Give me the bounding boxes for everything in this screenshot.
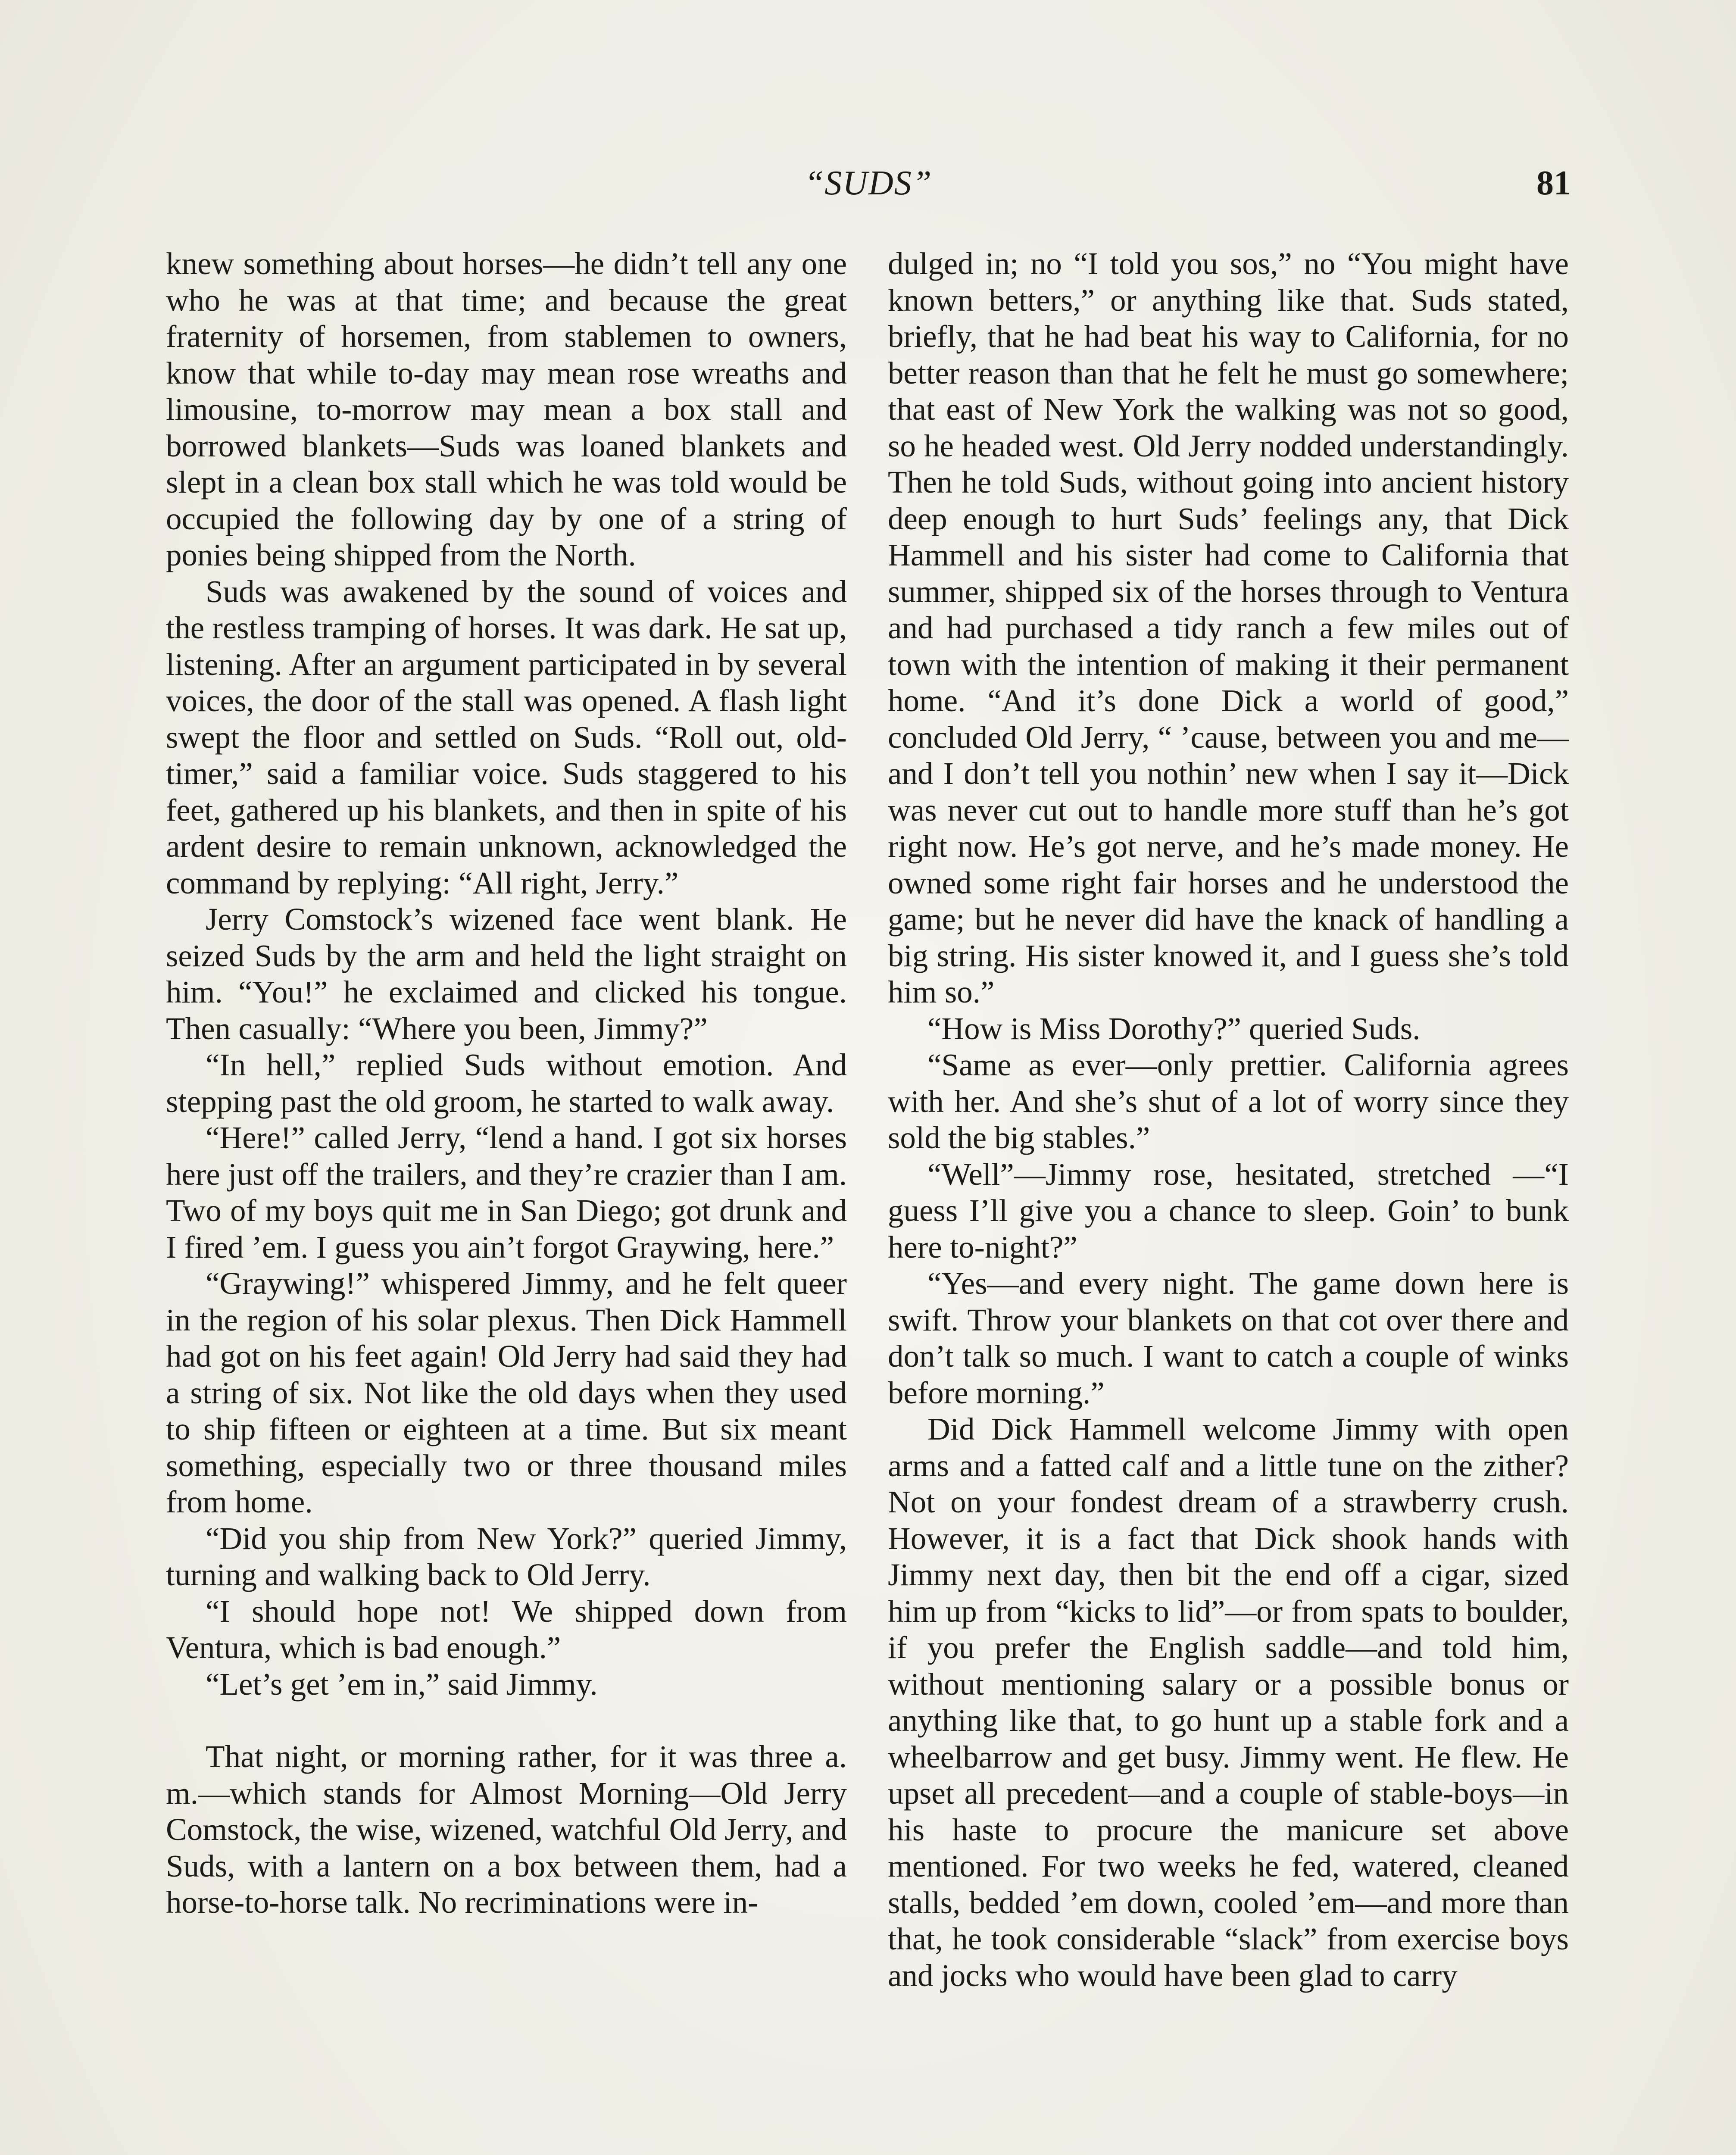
paragraph: “Graywing!” whispered Jimmy, and he felt queer in the region of his solar plexus. Then Dick Hammell had got on his feet again! Old Jerry had said they had a string of six. Not like the old days when they used to ship fifteen or eighteen at a time. But six meant something, especially two or three thousand miles from home.	[166, 1266, 847, 1519]
paragraph: “Yes—and every night. The game down here is swift. Throw your blankets on that cot over there and don’t talk so much. I want to catch a couple of winks before morning.”	[888, 1266, 1569, 1410]
paragraph: knew something about horses—he didn’t tell any one who he was at that time; and because the great fraternity of horsemen, from stablemen to owners, know that while to-day may mean rose wreaths and limousine, to-morrow may mean a box stall and borrowed blankets—Suds was loaned blankets and slept in a clean box stall which he was told would be occupied the following day by one of a string of ponies being shipped from the North.	[166, 246, 847, 572]
paragraph: “Here!” called Jerry, “lend a hand. I got six horses here just off the trailers, and they’re crazier than I am. Two of my boys quit me in San Diego; got drunk and I fired ’em. I guess you ain’t forgot Graywing, here.”	[166, 1120, 847, 1265]
paragraph: “Did you ship from New York?” queried Jimmy, turning and walking back to Old Jerry.	[166, 1521, 847, 1592]
paragraph: “Same as ever—only prettier. California agrees with her. And she’s shut of a lot of worry since they sold the big stables.”	[888, 1047, 1569, 1155]
paragraph: Did Dick Hammell welcome Jimmy with open arms and a fatted calf and a little tune on the zither? Not on your fondest dream of a strawberry crush. However, it is a fact that Dick shook hands with Jimmy next day, then bit the end off a cigar, sized him up from “kicks to lid”—or from spats to boulder, if you prefer the English saddle—and told him, without mentioning salary or a possible bonus or anything like that, to go hunt up a stable fork and a wheelbarrow and get busy. Jimmy went. He flew. He upset all precedent—and a couple of stable-boys—in his haste to procure the manicure set above mentioned. For two weeks he fed, watered, cleaned stalls, bedded ’em down, cooled ’em—and more than that, he took considerable “slack” from exercise boys and jocks who would have been glad to carry	[888, 1412, 1569, 1993]
right-text-column	[888, 246, 1569, 1994]
paragraph: That night, or morning rather, for it was three a. m.—which stands for Almost Morning—Old Jerry Comstock, the wise, wizened, watchful Old Jerry, and Suds, with a lantern on a box between them, had a horse-to-horse talk. No recriminations were in-	[166, 1739, 847, 1920]
page-number: 81	[1536, 164, 1571, 202]
paragraph: Suds was awakened by the sound of voices and the restless tramping of horses. It was dark. He sat up, listening. After an argument participated in by several voices, the door of the stall was opened. A flash light swept the floor and settled on Suds. “Roll out, old-timer,” said a familiar voice. Suds staggered to his feet, gathered up his blankets, and then in spite of his ardent desire to remain unknown, acknowledged the command by replying: “All right, Jerry.”	[166, 574, 847, 900]
paragraph: “In hell,” replied Suds without emotion. And stepping past the old groom, he started to walk away.	[166, 1047, 847, 1119]
paragraph: “How is Miss Dorothy?” queried Suds.	[927, 1011, 1421, 1046]
page-header	[166, 164, 1571, 216]
left-text-column	[166, 246, 847, 1921]
running-title: “SUDS”	[804, 164, 933, 202]
paragraph: “Well”—Jimmy rose, hesitated, stretched —“I guess I’ll give you a chance to sleep. Goin’ to bunk here to-night?”	[888, 1156, 1569, 1265]
paragraph: dulged in; no “I told you sos,” no “You might have known betters,” or anything like that. Suds stated, briefly, that he had beat his way to California, for no better reason than that he felt he must go somewhere; that east of New York the walking was not so good, so he headed west. Old Jerry nodded understandingly. Then he told Suds, without going into ancient history deep enough to hurt Suds’ feelings any, that Dick Hammell and his sister had come to California that summer, shipped six of the horses through to Ventura and had purchased a tidy ranch a few miles out of town with the intention of making it their permanent home. “And it’s done Dick a world of good,” concluded Old Jerry, “ ’cause, between you and me—and I don’t tell you nothin’ new when I say it—Dick was never cut out to handle more stuff than he’s got right now. He’s got nerve, and he’s made money. He owned some right fair horses and he understood the game; but he never did have the knack of handling a big string. His sister knowed it, and I guess she’s told him so.”	[888, 246, 1569, 1009]
paragraph: Jerry Comstock’s wizened face went blank. He seized Suds by the arm and held the light straight on him. “You!” he exclaimed and clicked his tongue. Then casually: “Where you been, Jimmy?”	[166, 902, 847, 1046]
paragraph: “Let’s get ’em in,” said Jimmy.	[206, 1666, 598, 1702]
paragraph: “I should hope not! We shipped down from Ventura, which is bad enough.”	[166, 1593, 847, 1665]
